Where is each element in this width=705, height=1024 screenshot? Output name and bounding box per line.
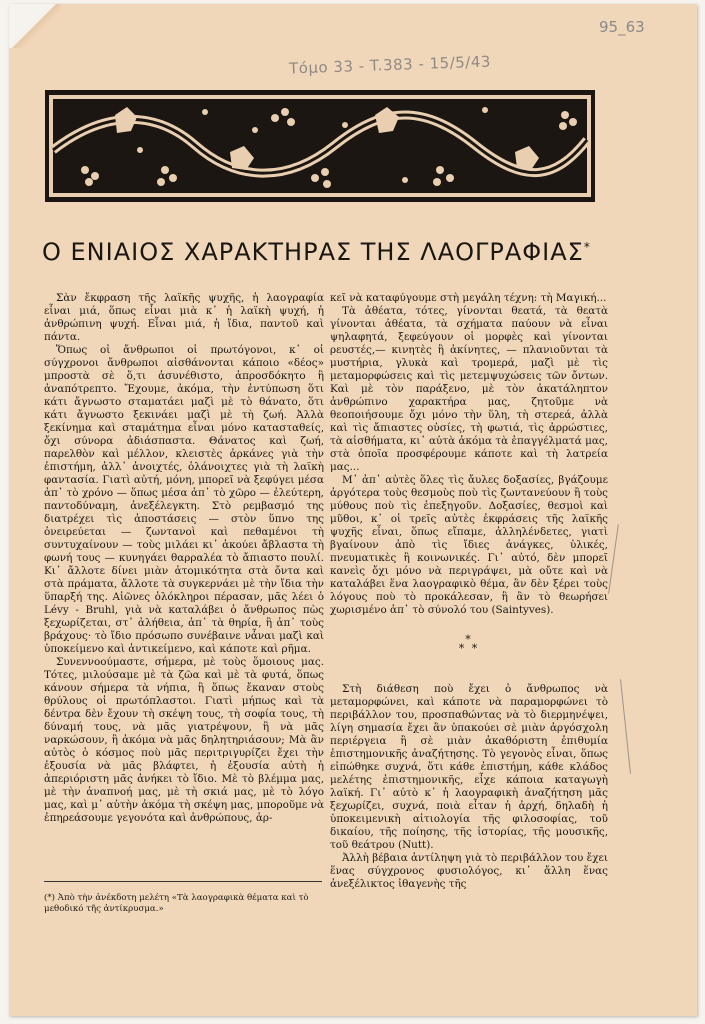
paragraph: Τὰ ἀθέατα, τότες, γίνονται θεατά, τὰ θεατὰ γίνονται ἀθέατα, τὰ σχήματα παύουν νὰ εἶναι ψηλαφητά, ξεφεύγουν οἱ μορφὲς καὶ γίνονται ρευστές,— κινητὲς ἢ ἀκίνητες, — πλανιοῦνται τὰ μυστήρια, γλυκὰ καὶ τρομερά, μαζὶ μὲ τὶς μεταμορφώσεις καὶ τὶς μετεμψυχώσεις τῶν ὄντων. Καὶ μὲ τὸν παράξενο, μὲ τὸν ἀκατάληπτον ἀνθρώπινο χαρακτήρα μας, ζητοῦμε νὰ θεοποιήσουμε ὄχι μόνο τὴν ὕλη, τὴ στερεά, ἀλλὰ καὶ τὶς ἄπιαστες οὐσίες, τὴ φωτιά, τὶς ἀρρώστιες, τὰ αἰσθήματα, κι᾿ αὐτὰ ἀκόμα τὰ ἐπαγγέλματά μας, στὰ ὁποῖα προσφέρουμε κάποτε καὶ τὴ λατρεία μας... xyxy=(330,305,608,473)
article-column-right xyxy=(330,292,608,891)
footnote-divider xyxy=(44,881,322,882)
footnote: (*) Ἀπὸ τὴν ἀνέκδοτη μελέτη «Τὰ λαογραφικὰ θέματα καὶ τὸ μεθοδικό τῆς ἀντίκρυσμα.» xyxy=(44,893,309,914)
archive-number: 95_63 xyxy=(599,18,645,36)
margin-pencil-mark xyxy=(620,679,631,774)
newspaper-page xyxy=(9,4,697,1016)
vine-ornament-banner xyxy=(45,90,595,202)
article-column-left xyxy=(44,292,324,825)
margin-pencil-mark xyxy=(608,524,619,593)
paragraph: Μ᾿ ἀπ᾿ αὐτὲς ὅλες τὶς ἄυλες δοξασίες, βγάζουμε ἀργότερα τοὺς θεσμοὺς ποὺ τὶς ζωντανεύουν ἢ τοὺς μύθους ποὺ τὶς ἐπεξηγοῦν. Δοξασίες, θεσμοὶ καὶ μῦθοι, κ᾿ οἱ τρεῖς αὐτὲς ἐκφράσεις τῆς λαϊκῆς ψυχῆς εἶναι, ὅπως εἴπαμε, ἀλληλένδετες, γιατὶ βγαίνουν ἀπὸ τὶς ἴδιες ἀνάγκες, ὑλικές, πνευματικὲς ἢ κοινωνικές. Γι᾿ αὐτό, δὲν μπορεῖ κανεὶς ὄχι μόνο νὰ περιγράψει, μὰ οὔτε καὶ νὰ καταλάβει ἕνα λαογραφικὸ θέμα, ἂν δὲν ξέρει τοὺς λόγους ποὺ τὸ προκάλεσαν, ἢ ἂν τὸ θεωρήσει χωρισμένο ἀπ᾿ τὸ σύνολό του (Saintyves). xyxy=(330,474,608,616)
paragraph: κεῖ νὰ καταφύγουμε στὴ μεγάλη τέχνη: τὴ Μαγική... xyxy=(330,292,607,304)
handwritten-note: Τόμο 33 - T.383 - 15/5/43 xyxy=(288,52,492,78)
paragraph: Σὰν ἔκφραση τῆς λαϊκῆς ψυχῆς, ἡ λαογραφία εἶναι μιά, ὅπως εἶναι μιὰ κ᾿ ἡ λαϊκὴ ψυχή, ἡ ἀνθρώπινη ψυχή. Εἶναι μιά, ἡ ἴδια, παντοῦ καὶ πάντα. xyxy=(44,292,324,343)
paragraph: Στὴ διάθεση ποὺ ἔχει ὁ ἄνθρωπος νὰ μεταμορφώνει, καὶ κάποτε νὰ παραμορφώνει τὸ περιβάλλον του, προσπαθώντας νὰ τὸ διερμηνέψει, λίγη σημασία ἔχει ἂν ὑπακούει σὲ μιὰν ἀργόσχολη περιέργεια ἢ σὲ μιὰν ἀκαθόριστη ἐπιθυμία ἐπιστημονικῆς ἀναζήτησης. Τὸ γεγονὸς εἶναι, ὅπως εἰπώθηκε συχνά, ὅτι κάθε ἐπιστήμη, κάθε κλάδος μελέτης ἐπιστημονικῆς, εἶχε κάποια καταγωγὴ λαϊκή. Γι᾿ αὐτὸ κ᾿ ἡ λαογραφικὴ ἀναζήτηση μᾶς ξεχωρίζει, συχνά, ποιὰ εἶταν ἡ ἀρχή, δηλαδὴ ἡ ὑποκειμενικὴ αἰτιολογία τῆς φιλοσοφίας, τοῦ δικαίου, τῆς ποίησης, τῆς ἱστορίας, τῆς μουσικῆς, τοῦ θεάτρου (Nutt). xyxy=(330,683,608,851)
paragraph: Ὅπως οἱ ἄνθρωποι οἱ πρωτόγονοι, κ᾿ οἱ σύγχρονοι ἄνθρωποι αἰσθάνονται κάποιο «δέος» μπροστὰ σὲ ὅ,τι ἀσυνέθιστο, ἀπροσδόκητο ἢ ἀναπότρεπτο. Ἔχουμε, ἀκόμα, τὴν ἐντύπωση ὅτι κάτι ἄγνωστο σταματάει μαζὶ μὲ τὸ θάνατο, ὅτι κάτι ἄγνωστο ξεκινάει μαζὶ μὲ τὴ ζωή. Ἀλλὰ ξεκίνημα καὶ σταμάτημα εἶναι μόνο κατασταθείς, ὄχι σύνορα ἀδιάσπαστα. Θάνατος καὶ ζωή, παρελθὸν καὶ μέλλον, κλειστὲς ἀρκάνες γιὰ τὴν ἐπιστήμη, ἀλλ᾿ ἀνοιχτές, ὁλάνοιχτες γιὰ τὴ λαϊκὴ φαντασία. Γιατὶ αὐτή, μόνη, μπορεῖ νὰ ξεφύγει μέσα ἀπ᾿ τὸ χρόνο — ὅπως μέσα ἀπ᾿ τὸ χῶρο — ἐλεύτερη, παντοδύναμη, ἀνεξέλεγκτη. Στὸ ρεμβασμό της διατρέχει τὶς ἀποστάσεις — στὸν ὕπνο της ὀνειρεύεται — ζωντανοὶ καὶ πεθαμένοι τὴ συντυχαίνουν — τοὺς μιλάει κι᾿ ἀκούει ἄβλαστα τὴ φωνή τους — κυνηγάει θαρραλέα τὸ ἄπιαστο πουλί. Κι᾿ ἄλλοτε δίνει μιὰν ἀτομικότητα στὰ ὄντα καὶ στὰ πράματα, ἄλλοτε τὰ συγκερνάει μὲ τὴν ἴδια τὴν ὕπαρξή της. Αἰῶνες ὁλόκληροι πέρασαν, μᾶς λέει ὁ Lévy - Bruhl, γιὰ νὰ καταλάβει ὁ ἄνθρωπος πὼς ξεχωρίζεται, στ᾿ ἀλήθεια, ἀπ᾿ τὰ θηρία, ἢ ἀπ᾿ τοὺς βράχους· τὸ ἴδιο πρόσωπο συνέβαινε νἆναι μαζὶ καὶ ὑποκείμενο καὶ ἀντικείμενο, καὶ κάποτε καὶ ρῆμα. xyxy=(44,344,324,655)
section-separator: * * * xyxy=(458,633,480,655)
paragraph: Ἀλλὴ βέβαια ἀντίληψη γιὰ τὸ περιβάλλον του ἔχει ἕνας σύγχρονος φυσιολόγος, κι᾿ ἄλλη ἕνας ἀνεξέλικτος ἰθαγενὴς τῆς xyxy=(330,852,608,890)
article-title: Ο ΕΝΙΑΙΟΣ ΧΑΡΑΚΤΗΡΑΣ ΤΗΣ ΛΑΟΓΡΑΦΙΑΣ* xyxy=(42,238,591,266)
paragraph: Συνεννοούμαστε, σήμερα, μὲ τοὺς ὅμοιους μας. Τότες, μιλούσαμε μὲ τὰ ζῶα καὶ μὲ τὰ φυτά, ὅπως κάνουν σήμερα τὰ νήπια, ἢ ὅπως ἔκαναν στοὺς θρύλους οἱ πρωτόπλαστοι. Γιατὶ μήπως καὶ τὰ δέντρα δὲν ἔχουν τὴ σκέψη τους, τὴ σοφία τους, τὴ δύναμή τους, νὰ μᾶς γιατρέψουν, ἢ νὰ μᾶς ναρκώσουν, ἢ ἀκόμα νὰ μᾶς δηλητηριάσουν; Μὰ ἂν αὐτὸς ὁ κόσμος ποὺ μᾶς περιτριγυρίζει ἔχει τὴν ἐξουσία νὰ μᾶς βλάφτει, ἡ ἐξουσία αὐτὴ ἡ ἀπεριόριστη μᾶς ἀνήκει τὸ ἴδιο. Μὲ τὸ βλέμμα μας, μὲ τὴν ἀναπνοή μας, μὲ τὴ σκιά μας, μὲ τὸ λόγο μας, καὶ μ᾿ αὐτὴν ἀκόμα τὴ σκέψη μας, μποροῦμε νὰ ἐπηρεάσουμε γεγονότα καὶ ἀνθρώπους, ἀρ- xyxy=(44,656,324,824)
